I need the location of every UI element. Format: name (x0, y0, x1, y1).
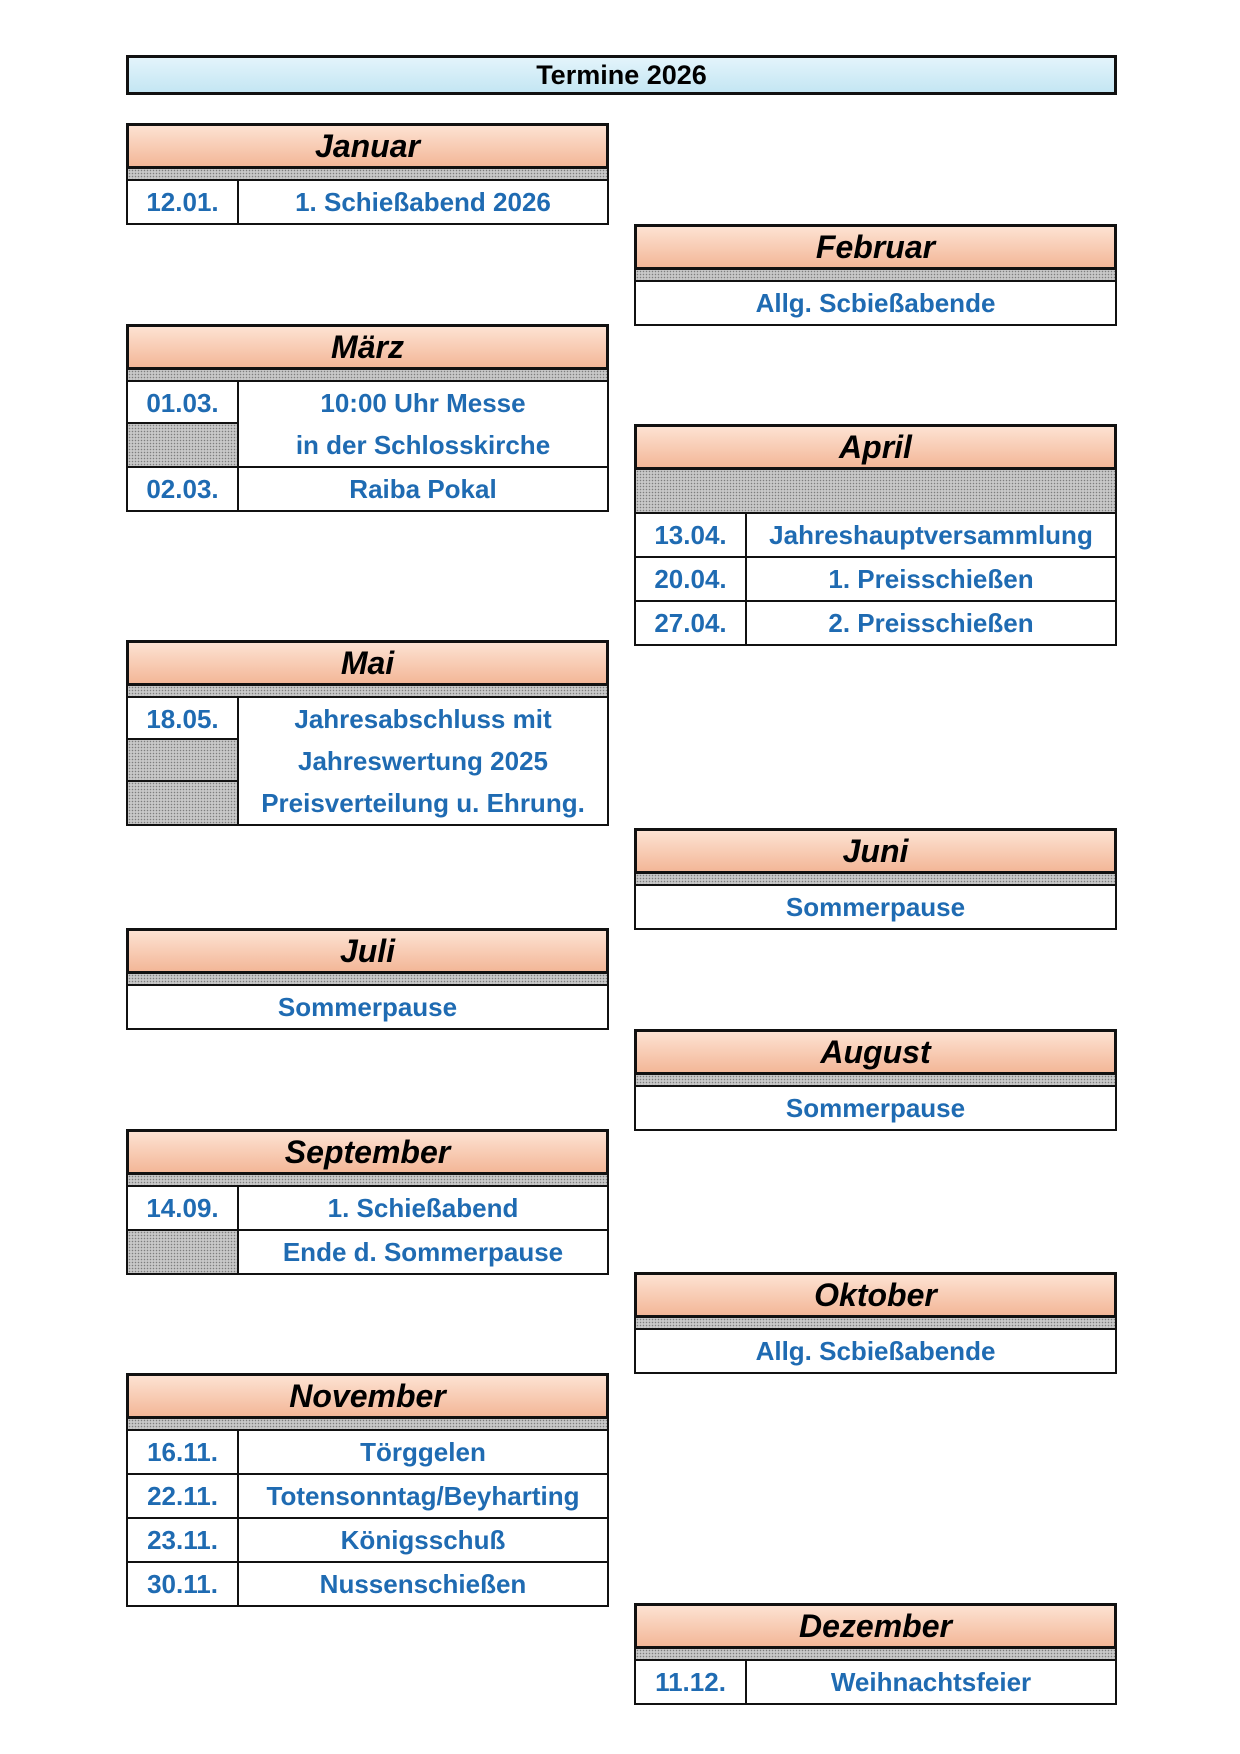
month-header: Juni (634, 828, 1117, 874)
event-date: 13.04. (636, 514, 747, 556)
event-date: 14.09. (128, 1187, 239, 1229)
event-row (126, 1187, 609, 1231)
month-juli (126, 928, 609, 1030)
month-divider (634, 1075, 1117, 1087)
month-header: September (126, 1129, 609, 1175)
event-title: Königsschuß (340, 1525, 506, 1555)
event-block (126, 698, 609, 826)
event-title: Weihnachtsfeier (830, 1667, 1032, 1697)
event-block (126, 382, 609, 468)
empty-date-cell (128, 1231, 239, 1273)
month-header: Oktober (634, 1272, 1117, 1318)
month-januar (126, 123, 609, 225)
month-divider (126, 1419, 609, 1431)
event-row (126, 1519, 609, 1563)
month-header: Juli (126, 928, 609, 974)
event-row (126, 1431, 609, 1475)
month-november (126, 1373, 609, 1607)
month-divider (634, 1318, 1117, 1330)
month-divider (634, 1649, 1117, 1661)
month-september (126, 1129, 609, 1275)
event-row (126, 1231, 609, 1275)
event-date: 30.11. (128, 1563, 239, 1605)
event-date: 23.11. (128, 1519, 239, 1561)
event-row (634, 1661, 1117, 1705)
month-mai (126, 640, 609, 826)
event-title: 1. Schießabend (327, 1193, 519, 1223)
month-header: April (634, 424, 1117, 470)
empty-date-cell (128, 424, 239, 466)
month-divider (634, 470, 1117, 514)
month-divider (126, 169, 609, 181)
event-date: 22.11. (128, 1475, 239, 1517)
empty-date-cell (128, 782, 239, 824)
month-divider (126, 1175, 609, 1187)
event-line: 10:00 Uhr Messe (320, 388, 526, 418)
month-note: Allg. Scbießabende (634, 1330, 1117, 1374)
event-date: 11.12. (636, 1661, 747, 1703)
month-header: Januar (126, 123, 609, 169)
event-row (126, 181, 609, 225)
month-header: März (126, 324, 609, 370)
event-row (126, 1475, 609, 1519)
event-date: 16.11. (128, 1431, 239, 1473)
event-date: 18.05. (128, 698, 237, 740)
event-title: 1. Preisschießen (828, 564, 1034, 594)
event-row (126, 1563, 609, 1607)
month-divider (126, 686, 609, 698)
event-title: 1. Schießabend 2026 (295, 187, 551, 217)
event-row (634, 514, 1117, 558)
month-juni (634, 828, 1117, 930)
empty-date-cell (128, 740, 239, 782)
month-divider (634, 874, 1117, 886)
event-title: Nussenschießen (319, 1569, 527, 1599)
month-april (634, 424, 1117, 646)
month-divider (126, 974, 609, 986)
month-note: Sommerpause (634, 886, 1117, 930)
event-row (634, 558, 1117, 602)
month-august (634, 1029, 1117, 1131)
event-line: Preisverteilung u. Ehrung. (261, 788, 585, 818)
event-title: 2. Preisschießen (828, 608, 1034, 638)
event-line: Jahresabschluss mit (294, 704, 552, 734)
month-note: Sommerpause (634, 1087, 1117, 1131)
event-title: Ende d. Sommerpause (282, 1237, 564, 1267)
month-header: Dezember (634, 1603, 1117, 1649)
month-header: Februar (634, 224, 1117, 270)
month-note: Allg. Scbießabende (634, 282, 1117, 326)
event-row (634, 602, 1117, 646)
event-date: 01.03. (128, 382, 237, 424)
month-maerz (126, 324, 609, 512)
month-header: Mai (126, 640, 609, 686)
month-februar (634, 224, 1117, 326)
event-date: 27.04. (636, 602, 747, 644)
month-divider (634, 270, 1117, 282)
month-divider (126, 370, 609, 382)
event-title: Raiba Pokal (349, 474, 497, 504)
month-dezember (634, 1603, 1117, 1705)
month-header: November (126, 1373, 609, 1419)
event-line: Jahreswertung 2025 (297, 746, 548, 776)
month-oktober (634, 1272, 1117, 1374)
event-title: Jahreshauptversammlung (769, 520, 1093, 550)
event-date: 02.03. (128, 468, 239, 510)
month-header: August (634, 1029, 1117, 1075)
event-date: 12.01. (128, 181, 239, 223)
month-note: Sommerpause (126, 986, 609, 1030)
event-row (126, 468, 609, 512)
event-title: Törggelen (360, 1437, 486, 1467)
page-title: Termine 2026 (126, 55, 1117, 95)
event-date: 20.04. (636, 558, 747, 600)
event-title: Totensonntag/Beyharting (266, 1481, 580, 1511)
event-line: in der Schlosskirche (295, 430, 551, 460)
